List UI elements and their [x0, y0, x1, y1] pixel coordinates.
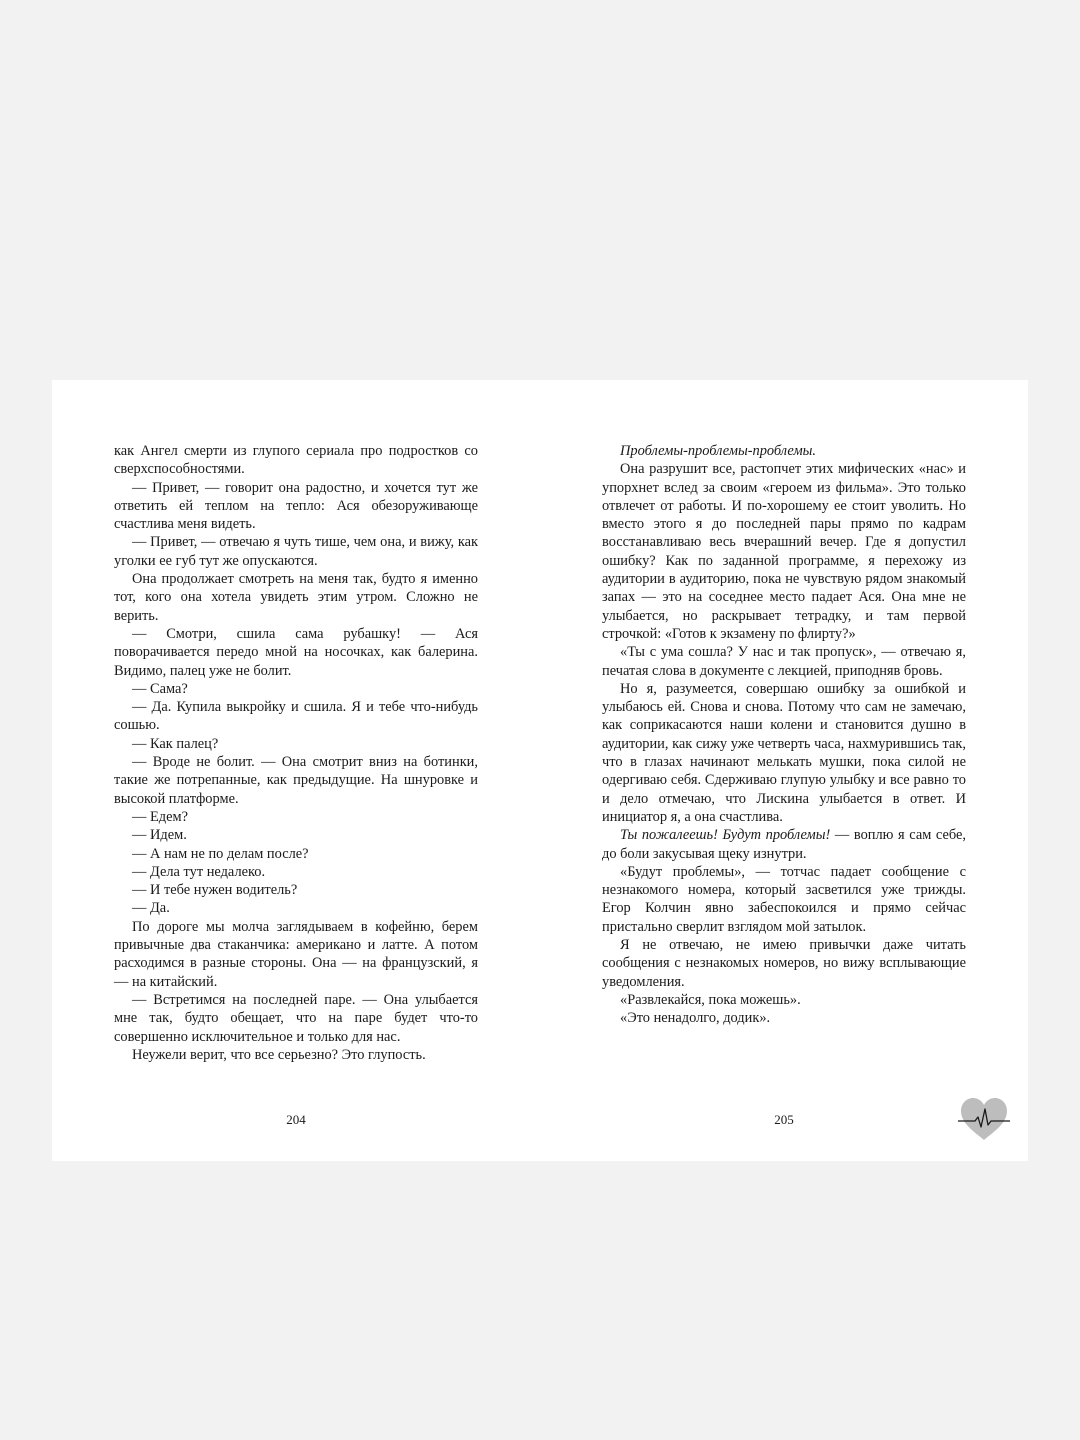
paragraph: По дороге мы молча заглядываем в кофейню, берем привычные два стаканчика: американо и латте. А потом расходимся в разные стороны. Она — на французский, я — на китайский. [114, 918, 478, 990]
left-page [114, 442, 478, 1064]
paragraph-text: Я не отвечаю, не имею привычки даже читать сообщения с незнакомых номеров, но вижу всплывающие уведомления. [602, 937, 966, 990]
heart-heartbeat-icon [958, 1096, 1010, 1144]
paragraph-text: — воплю я сам себе, до боли закусывая щеку изнутри. [602, 827, 966, 862]
paragraph: — Вроде не болит. — Она смотрит вниз на ботинки, такие же потрепанные, как предыдущие. На шнуровке и высокой платформе. [114, 754, 478, 807]
page-number-left: 204 [286, 1112, 306, 1127]
paragraph [602, 936, 966, 991]
paragraph-text: «Это ненадолго, додик». [620, 1010, 771, 1027]
paragraph [602, 826, 966, 863]
paragraph: — Да. Купила выкройку и сшила. Я и тебе что-нибудь сошью. [114, 699, 478, 734]
paragraph: — Да. [132, 900, 170, 917]
paragraph-text: «Будут проблемы», — тотчас падает сообщение с незнакомого номера, который засветился уже трижды. Егор Колчин явно забеспокоился и прямо сейчас пристально сверлит взглядом мой затылок. [602, 863, 966, 935]
paragraph: — Встретимся на последней паре. — Она улыбается мне так, будто обещает, что на паре будет что-то совершенно исключительное и только для нас. [114, 991, 478, 1045]
paragraph: как Ангел смерти из глупого сериала про подростков со сверхспособностями. [114, 443, 478, 478]
paragraph: — Сама? [132, 680, 188, 697]
italic-text: Ты пожалеешь! Будут проблемы! [620, 827, 831, 844]
heart-shape [961, 1098, 1007, 1140]
right-page [602, 442, 966, 1028]
paragraph [602, 442, 966, 460]
paragraph: — Смотри, сшила сама рубашку! — Ася поворачивается передо мной на носочках, как балерина. Видимо, палец уже не болит. [114, 625, 478, 679]
paragraph-text: «Развлекайся, пока можешь». [620, 991, 801, 1008]
paragraph: — Едем? [132, 808, 188, 825]
paragraph: — Как палец? [132, 735, 219, 752]
paragraph-text: Но я, разумеется, совершаю ошибку за ошибкой и улыбаюсь ей. Снова и снова. Потому что сам не замечаю, как соприкасаются наши колени и становится душно в аудитории, как сижу уже четверть часа, нахмурившись так, что в глазах начинают мелькать мушки, пока силой не одергиваю себя. Сдерживаю глупую улыбку и все равно то и дело отмечаю, что Лискина улыбается в ответ. И инициатор я, а она счастлива. [602, 680, 966, 825]
paragraph: Она продолжает смотреть на меня так, будто я именно тот, кого она хотела увидеть этим утром. Сложно не верить. [114, 571, 478, 624]
paragraph: — А нам не по делам после? [132, 845, 309, 862]
paragraph: — Привет, — говорит она радостно, и хочется тут же ответить ей теплом на тепло: Ася обезоруживающе счастлива меня видеть. [114, 479, 478, 533]
paragraph-text: Она разрушит все, растопчет этих мифических «нас» и упорхнет вслед за своим «героем из фильма». Это только отвлечет от работы. И по-хорошему ее стоит уволить. Но вместо этого я до последней пары прямо по кадрам восстанавливаю весь вчерашний вечер. Где я допустил ошибку? Как по заданной программе, я перехожу из аудитории в аудиторию, пока не чувствую рядом знакомый запах — это на соседнее место падает Ася. Она мне не улыбается, но раскрывает тетрадку, и там первой строчкой: «Готов к экзамену по флирту?» [602, 461, 966, 642]
paragraph [602, 863, 966, 936]
italic-text: Проблемы-проблемы-проблемы. [620, 443, 816, 459]
paragraph [602, 991, 966, 1009]
page-number-right: 205 [774, 1112, 794, 1127]
book-spread [52, 380, 1028, 1161]
paragraph-text: «Ты с ума сошла? У нас и так пропуск», — отвечаю я, печатая слова в документе с лекцией, приподняв бровь. [602, 644, 966, 679]
paragraph [602, 460, 966, 643]
paragraph [602, 643, 966, 680]
paragraph: — Привет, — отвечаю я чуть тише, чем она, и вижу, как уголки ее губ тут же опускаются. [114, 534, 478, 569]
paragraph: — И тебе нужен водитель? [132, 882, 298, 899]
paragraph: — Дела тут недалеко. [132, 863, 266, 880]
paragraph [602, 680, 966, 826]
paragraph: Неужели верит, что все серьезно? Это глупость. [132, 1046, 426, 1063]
paragraph [602, 1009, 966, 1027]
paragraph: — Идем. [132, 827, 187, 844]
